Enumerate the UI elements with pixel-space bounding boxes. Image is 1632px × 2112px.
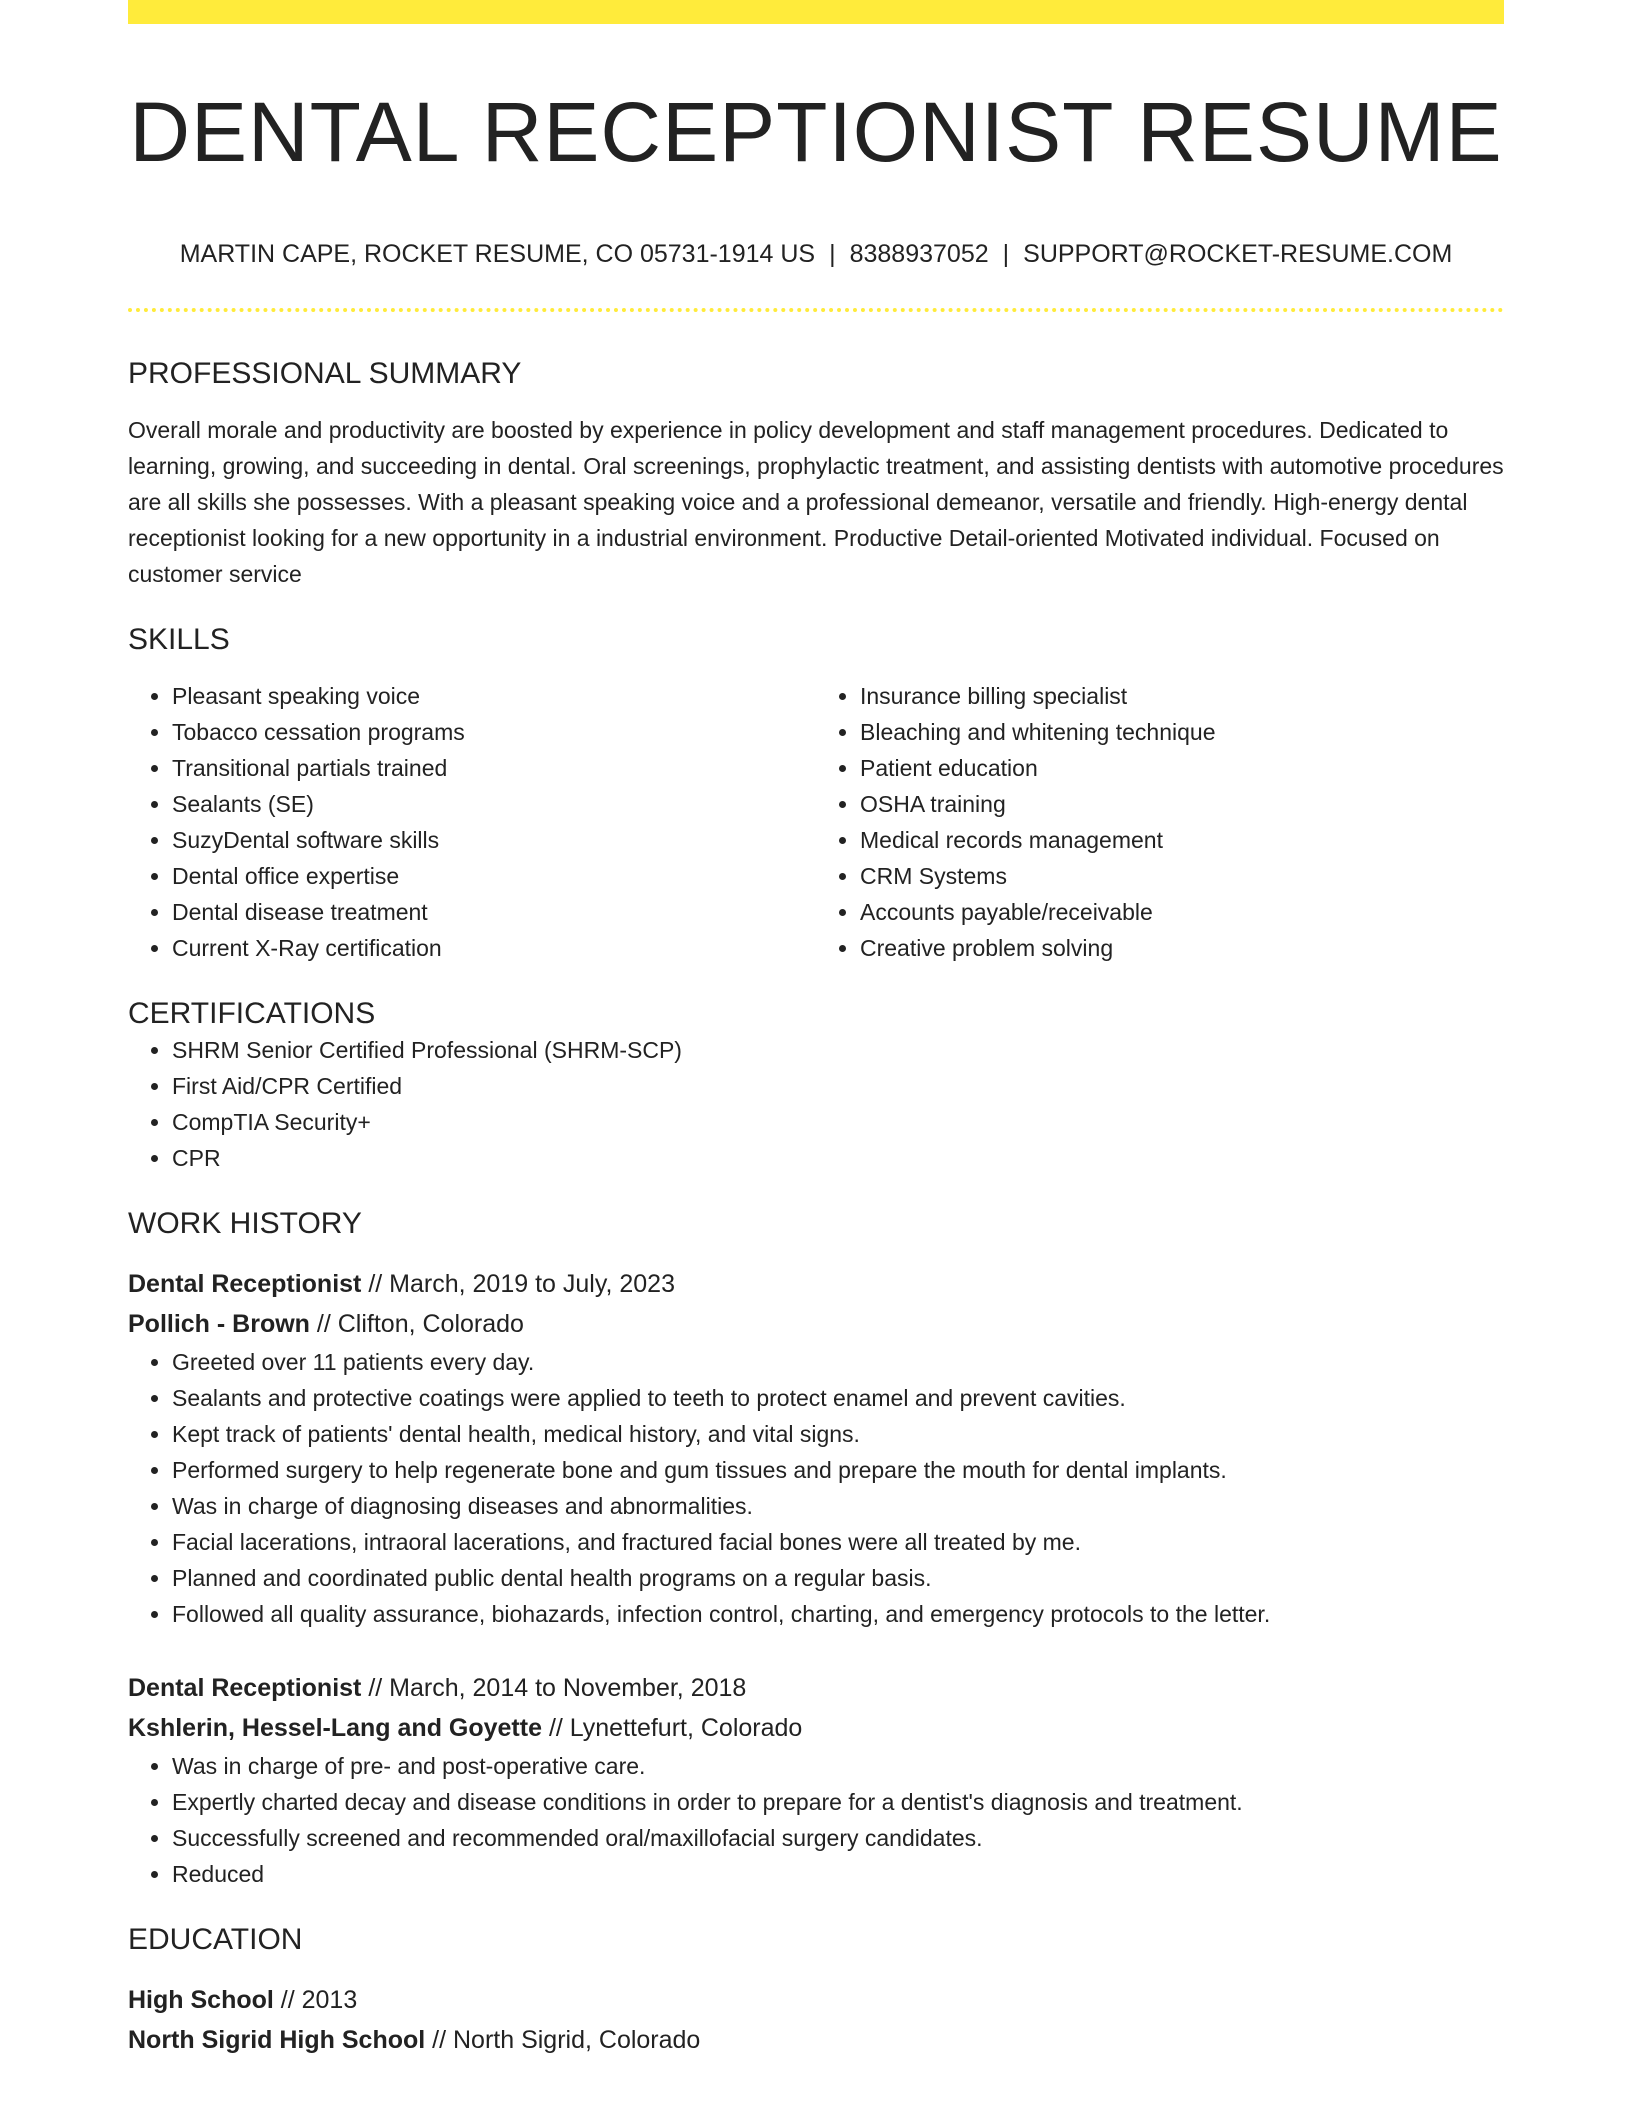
skills-grid bbox=[128, 678, 1504, 966]
job-dates: // March, 2019 to July, 2023 bbox=[361, 1270, 675, 1298]
skill-item: • Pleasant speaking voice bbox=[172, 678, 816, 714]
job-location: // Lynettefurt, Colorado bbox=[542, 1714, 803, 1742]
job-duty: • Planned and coordinated public dental health programs on a regular basis. bbox=[172, 1560, 1504, 1596]
skill-item: • SuzyDental software skills bbox=[172, 822, 816, 858]
education-year: // 2013 bbox=[273, 1986, 358, 2014]
work-history-heading: WORK HISTORY bbox=[128, 1207, 362, 1240]
certification-item: • First Aid/CPR Certified bbox=[172, 1068, 1504, 1104]
job-title-line bbox=[128, 1668, 1504, 1708]
job-duty: • Greeted over 11 patients every day. bbox=[172, 1344, 1504, 1380]
job-duty: • Facial lacerations, intraoral lacerations, and fractured facial bones were all treated by me. bbox=[172, 1524, 1504, 1560]
job-company-line bbox=[128, 1708, 1504, 1748]
skill-item: • Tobacco cessation programs bbox=[172, 714, 816, 750]
resume-page bbox=[128, 0, 1504, 2060]
job-duty: • Followed all quality assurance, biohazards, infection control, charting, and emergency protocols to the letter. bbox=[172, 1596, 1504, 1632]
job-location: // Clifton, Colorado bbox=[309, 1310, 524, 1338]
contact-line bbox=[128, 238, 1504, 270]
resume-title: DENTAL RECEPTIONIST RESUME bbox=[129, 85, 1503, 179]
job-company: Kshlerin, Hessel-Lang and Goyette bbox=[128, 1714, 542, 1742]
job-title-line bbox=[128, 1264, 1504, 1304]
summary-text: Overall morale and productivity are boosted by experience in policy development and staff management procedures. Dedicated to learning, growing, and succeeding in dental. Oral screenings, prophylactic treatment, and assisting dentists with automotive procedures are all skills she possesses. With a pleasant speaking voice and a professional demeanor, versatile and friendly. High-energy dental receptionist looking for a new opportunity in a industrial environment. Productive Detail-oriented Motivated individual. Focused on customer service bbox=[128, 417, 1504, 587]
certifications-list bbox=[128, 1032, 1504, 1176]
education-heading: EDUCATION bbox=[128, 1923, 303, 1956]
skill-item: • Insurance billing specialist bbox=[860, 678, 1504, 714]
job-dates: // March, 2014 to November, 2018 bbox=[361, 1674, 747, 1702]
job-duty: • Successfully screened and recommended oral/maxillofacial surgery candidates. bbox=[172, 1820, 1504, 1856]
skill-item: • Dental office expertise bbox=[172, 858, 816, 894]
header-divider bbox=[128, 308, 1504, 312]
education-section bbox=[128, 1922, 1504, 2060]
job-entry bbox=[128, 1264, 1504, 1632]
skill-item: • CRM Systems bbox=[860, 858, 1504, 894]
job-duties-list bbox=[128, 1748, 1504, 1892]
skills-heading: SKILLS bbox=[128, 623, 230, 656]
job-company: Pollich - Brown bbox=[128, 1310, 310, 1338]
skill-item: • Bleaching and whitening technique bbox=[860, 714, 1504, 750]
education-entry bbox=[128, 1980, 1504, 2060]
job-duty: • Expertly charted decay and disease conditions in order to prepare for a dentist's diagnosis and treatment. bbox=[172, 1784, 1504, 1820]
skill-item: • Dental disease treatment bbox=[172, 894, 816, 930]
certification-item: • SHRM Senior Certified Professional (SHRM-SCP) bbox=[172, 1032, 1504, 1068]
contact-separator: | bbox=[1002, 240, 1010, 268]
certification-item: • CompTIA Security+ bbox=[172, 1104, 1504, 1140]
summary-section bbox=[128, 356, 1504, 592]
job-duty: • Was in charge of diagnosing diseases and abnormalities. bbox=[172, 1488, 1504, 1524]
contact-phone: 8388937052 bbox=[849, 240, 989, 268]
skill-item: • Sealants (SE) bbox=[172, 786, 816, 822]
job-duty: • Was in charge of pre- and post-operative care. bbox=[172, 1748, 1504, 1784]
skill-item: • Transitional partials trained bbox=[172, 750, 816, 786]
skills-list-left bbox=[128, 678, 816, 966]
job-title: Dental Receptionist bbox=[128, 1270, 362, 1298]
education-degree-line bbox=[128, 1980, 1504, 2020]
job-company-line bbox=[128, 1304, 1504, 1344]
summary-heading: PROFESSIONAL SUMMARY bbox=[128, 357, 522, 390]
job-duty: • Reduced bbox=[172, 1856, 1504, 1892]
job-title: Dental Receptionist bbox=[128, 1674, 362, 1702]
contact-separator: | bbox=[829, 240, 836, 268]
skill-item: • Accounts payable/receivable bbox=[860, 894, 1504, 930]
skills-section bbox=[128, 622, 1504, 966]
accent-top-bar bbox=[128, 0, 1504, 24]
skill-item: • Medical records management bbox=[860, 822, 1504, 858]
job-duty: • Kept track of patients' dental health, medical history, and vital signs. bbox=[172, 1416, 1504, 1452]
certification-item: • CPR bbox=[172, 1140, 1504, 1176]
education-degree: High School bbox=[128, 1986, 274, 2014]
education-school: North Sigrid High School bbox=[128, 2026, 426, 2054]
job-duty: • Performed surgery to help regenerate bone and gum tissues and prepare the mouth for dental implants. bbox=[172, 1452, 1504, 1488]
education-school-line bbox=[128, 2020, 1504, 2060]
skill-item: • Patient education bbox=[860, 750, 1504, 786]
contact-email: SUPPORT@ROCKET-RESUME.COM bbox=[1023, 240, 1453, 268]
job-entry bbox=[128, 1668, 1504, 1892]
certifications-heading: CERTIFICATIONS bbox=[128, 997, 376, 1030]
education-location: // North Sigrid, Colorado bbox=[425, 2026, 701, 2054]
job-duties-list bbox=[128, 1344, 1504, 1632]
job-duty: • Sealants and protective coatings were applied to teeth to protect enamel and prevent cavities. bbox=[172, 1380, 1504, 1416]
skill-item: • Current X-Ray certification bbox=[172, 930, 816, 966]
skill-item: • OSHA training bbox=[860, 786, 1504, 822]
work-history-section bbox=[128, 1206, 1504, 1892]
certifications-section bbox=[128, 996, 1504, 1176]
contact-address: MARTIN CAPE, ROCKET RESUME, CO 05731-1914 US bbox=[179, 240, 816, 268]
skills-list-right bbox=[816, 678, 1504, 966]
skill-item: • Creative problem solving bbox=[860, 930, 1504, 966]
